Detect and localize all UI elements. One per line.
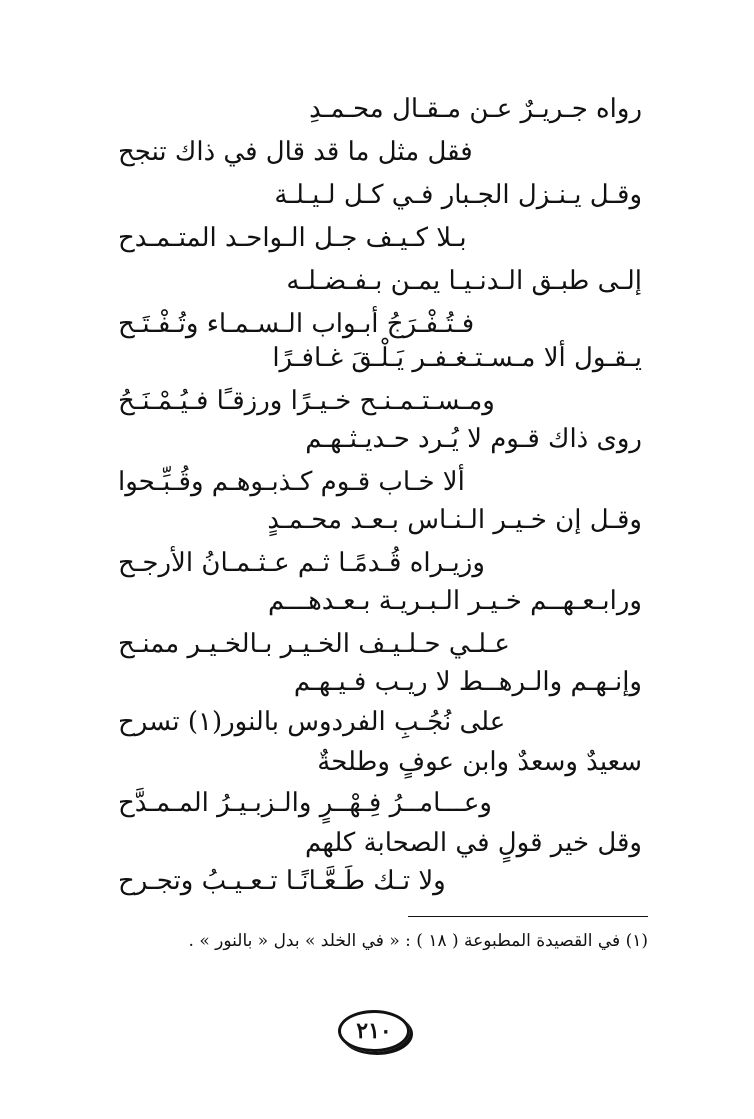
verse-8-second-hemistich: على نُجُـبِ الفردوس بالنور(١) تسرح: [118, 707, 506, 737]
footnote-divider: [408, 916, 648, 917]
verse-4-second-hemistich: ومـسـتـمـنـح خـيـرًا ورزقـًا فـيُـمْـنَـحُ: [118, 386, 495, 416]
verse-2-second-hemistich: بـلا كـيـف جـل الـواحـد المتـمـدح: [118, 223, 467, 253]
verse-9-first-hemistich: سعيدٌ وسعدٌ وابن عوفٍ وطلحةٌ: [317, 747, 642, 777]
page-number: ٢١٠: [356, 1018, 392, 1044]
verse-2-first-hemistich: وقـل يـنـزل الجـبار فـي كـل لـيـلـة: [274, 180, 642, 210]
verse-9-second-hemistich: وعـــامــرُ فِـهْــرٍ والـزبـيـرُ المـمـدَّح: [118, 788, 492, 818]
verse-1-second-hemistich: فقل مثل ما قد قال في ذاك تنجح: [118, 137, 473, 167]
verse-6-first-hemistich: وقـل إن خـيـر الـنـاس بـعـد محـمـدٍ: [267, 505, 642, 535]
verse-10-second-hemistich: ولا تـك طَـعَّـانًـا تـعـيـبُ وتجـرح: [118, 866, 446, 896]
verse-5-first-hemistich: روى ذاك قـوم لا يُـرد حـديـثـهـم: [305, 424, 642, 454]
verse-3-first-hemistich: إلـى طبـق الـدنـيـا يمـن بـفـضـلـه: [286, 266, 642, 296]
verse-7-first-hemistich: ورابـعـهــم خـيـر الـبـريـة بـعـدهـــم: [267, 586, 642, 616]
verse-1-first-hemistich: رواه جـريـرٌ عـن مـقـال محـمـدِ: [309, 94, 642, 124]
page-number-badge: [338, 1010, 410, 1052]
verse-6-second-hemistich: وزيـراه قُـدمًـا ثـم عـثـمـانُ الأرجـح: [118, 548, 485, 578]
verse-4-first-hemistich: يـقـول ألا مـسـتـغـفـر يَـلْـقَ غـافـرًا: [272, 343, 642, 373]
verse-10-first-hemistich: وقل خير قولٍ في الصحابة كلهم: [305, 828, 642, 858]
verse-3-second-hemistich: فـتُـفْـرَجُ أبـواب الـسـمـاء وتُـفْـتَـح: [118, 309, 475, 339]
verse-8-first-hemistich: وإنـهـم والـرهــط لا ريـب فـيـهـم: [293, 667, 642, 697]
verse-5-second-hemistich: ألا خـاب قـوم كـذبـوهـم وقُـبِّـحوا: [118, 467, 465, 497]
verse-7-second-hemistich: عـلـي حـلـيـف الخـيـر بـالخـيـر ممنـح: [118, 629, 510, 659]
footnote: (١) في القصيدة المطبوعة ( ١٨ ) : « في الخلد » بدل « بالنور » .: [188, 931, 648, 951]
